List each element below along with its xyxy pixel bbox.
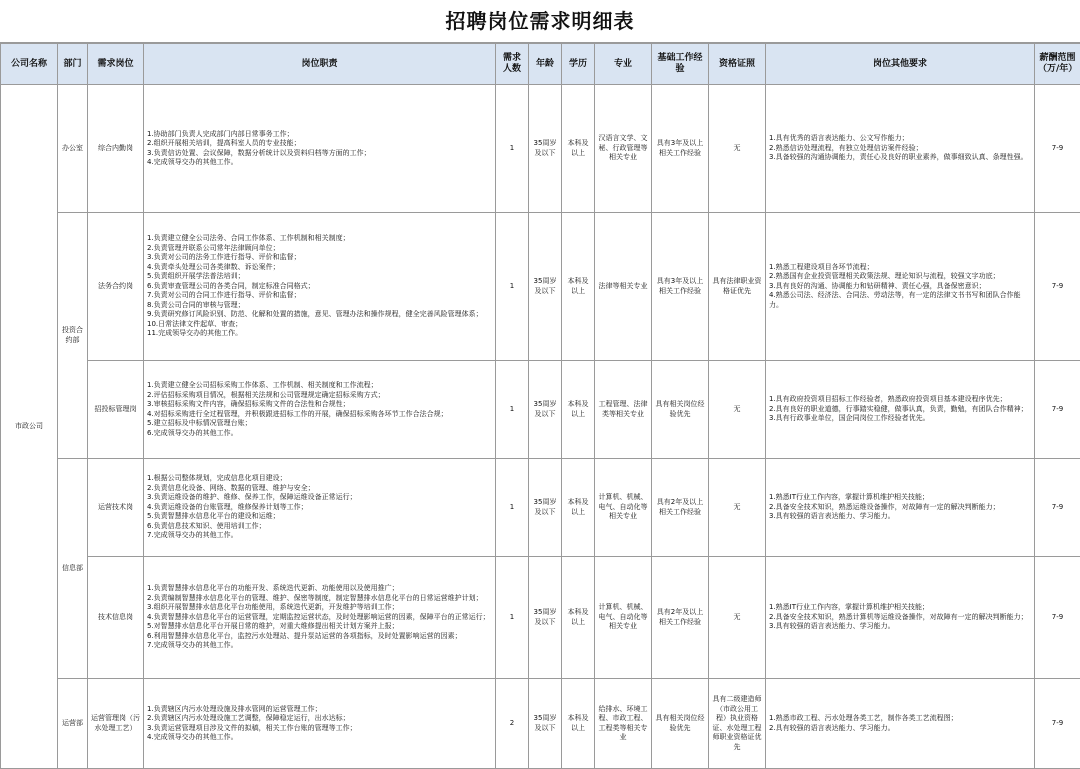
table-row [1,557,1080,679]
exp-cell: 具有相关岗位经验优先 [652,361,709,459]
edu-cell: 本科及以上 [562,679,595,769]
header-dept: 部门 [58,44,88,85]
age-cell: 35周岁及以下 [529,213,562,361]
cert-cell: 无 [709,85,766,213]
dept-cell: 信息部 [58,459,88,679]
salary-cell: 7-9 [1035,213,1080,361]
duties-cell: 1.根据公司整体规划，完成信息化项目建设； 2.负责信息化设备、网络、数据的管理、维护与安全； 3.负责运维设备的维护、维修、保养工作，保障运维设备正常运行； 4.负责运维设备的台账管理，维修保养计划等工作； 5.负责智慧排水信息化平台的建设和运维； 6.负责信息技术知识、使用培训工作； 7.完成领导交办的其他工作。 [144,459,496,557]
count-cell: 2 [496,679,529,769]
count-cell: 1 [496,459,529,557]
age-cell: 35周岁及以下 [529,459,562,557]
header-age: 年龄 [529,44,562,85]
header-count: 需求人数 [496,44,529,85]
salary-cell: 7-9 [1035,679,1080,769]
dept-cell: 办公室 [58,85,88,213]
header-edu: 学历 [562,44,595,85]
company-cell: 市政公司 [1,85,58,769]
table-row [1,85,1080,213]
count-cell: 1 [496,85,529,213]
duties-cell: 1.协助部门负责人完成部门内部日常事务工作； 2.组织开展相关培训，提高科室人员的专业技能； 3.负责信访处置、会议保障，数据分析统计以及资料归档等方面的工作； 4.完成领导交办的其他工作。 [144,85,496,213]
header-duties: 岗位职责 [144,44,496,85]
header-cert: 资格证照 [709,44,766,85]
duties-cell: 1.负责辖区内污水处理设施及排水管网的运营管理工作； 2.负责辖区内污水处理设施工艺调整，保障稳定运行，出水达标； 3.负责运营管理项目涉及文件的拟稿，相关工作台账的管理等工作； 4.完成领导交办的其他工作。 [144,679,496,769]
exp-cell: 具有3年及以上相关工作经验 [652,85,709,213]
duties-cell: 1.负责建立健全公司法务、合同工作体系、工作机制和相关制度； 2.负责管理并联系公司常年法律顾问单位； 3.负责对公司的法务工作进行指导、评价和监督； 4.负责牵头处理公司各类律数、诉讼案件； 5.负责组织开展学法普法培训； 6.负责审查管理公司的各类合同，制定标准合同格式； 7.负责对公司的合同工作进行指导、评价和监督； 8.负责公司合同的审核与管理； 9.负责研究修订风险识别、防范、化解和处置的措施，意见、管理办法和操作规程，健全完善风险管理体系； 10.日常法律文件起草、审查； 11.完成领导交办的其他工作。 [144,213,496,361]
post-cell: 法务合约岗 [88,213,144,361]
edu-cell: 本科及以上 [562,459,595,557]
post-cell: 招投标管理岗 [88,361,144,459]
other-cell: 1.熟悉市政工程、污水处理各类工艺，制作各类工艺流程图； 2.具有较强的语言表达能力、学习能力。 [766,679,1035,769]
table-row [1,679,1080,769]
post-cell: 技术信息岗 [88,557,144,679]
header-other: 岗位其他要求 [766,44,1035,85]
header-major: 专业 [595,44,652,85]
count-cell: 1 [496,557,529,679]
cert-cell: 具有二级建造师（市政公用工程）执业资格证、水处理工程师职业资格证优先 [709,679,766,769]
count-cell: 1 [496,213,529,361]
major-cell: 给排水、环境工程、市政工程、工程类等相关专业 [595,679,652,769]
post-cell: 运营管理岗（污水处理工艺） [88,679,144,769]
edu-cell: 本科及以上 [562,361,595,459]
exp-cell: 具有2年及以上相关工作经验 [652,557,709,679]
salary-cell: 7-9 [1035,361,1080,459]
major-cell: 计算机、机械、电气、自动化等相关专业 [595,557,652,679]
other-cell: 1.具有政府投资项目招标工作经验者，熟悉政府投资项目基本建设程序优先； 2.具有良好的职业道德，行事踏实稳健，做事认真，负责，勤勉，有团队合作精神； 3.具有行政事业单位，国企同岗位工作经验者优先。 [766,361,1035,459]
exp-cell: 具有2年及以上相关工作经验 [652,459,709,557]
cert-cell: 无 [709,459,766,557]
salary-cell: 7-9 [1035,459,1080,557]
dept-cell: 投资合约部 [58,213,88,459]
age-cell: 35周岁及以下 [529,361,562,459]
other-cell: 1.熟悉IT行业工作内容，掌握计算机维护相关技能； 2.具备安全技术知识，熟悉计算机等运维设备操作，对故障有一定的解决判断能力； 3.具有较强的语言表达能力、学习能力。 [766,557,1035,679]
header-salary: 薪酬范围（万/年） [1035,44,1080,85]
other-cell: 1.熟悉工程建设项目各环节流程； 2.熟悉国有企业投资管理相关政策法规、理论知识与流程，较强文字功底； 3.具有良好的沟通、协调能力和钻研精神、责任心强，具备保密意识； 4.熟悉公司法、经济法、合同法、劳动法等，有一定的法律文书书写和团队合作能力。 [766,213,1035,361]
other-cell: 1.熟悉IT行业工作内容，掌握计算机维护相关技能； 2.具备安全技术知识，熟悉运维设备操作，对故障有一定的解决判断能力； 3.具有较强的语言表达能力、学习能力。 [766,459,1035,557]
edu-cell: 本科及以上 [562,213,595,361]
age-cell: 35周岁及以下 [529,679,562,769]
header-post: 需求岗位 [88,44,144,85]
age-cell: 35周岁及以下 [529,85,562,213]
salary-cell: 7-9 [1035,557,1080,679]
table-row [1,361,1080,459]
post-cell: 运营技术岗 [88,459,144,557]
post-cell: 综合内勤岗 [88,85,144,213]
cert-cell: 无 [709,361,766,459]
duties-cell: 1.负责智慧排水信息化平台的功能开发、系统迭代更新、功能使用以及使用推广； 2.负责编制智慧排水信息化平台的管理、维护、保密等制度，制定智慧排水信息化平台的日常运营维护计划； 3.组织开展智慧排水信息化平台功能使用，系统迭代更新，开发维护等培训工作； 4.负责智慧排水信息化平台的运营管理，定期监控运营状态，及时处理影响运营的因素，保障平台的正常运行； 5.对智慧排水信息化平台开展日常的维护，对重大维修提出相关计划方案并上报； 6.利用智慧排水信息化平台，监控污水处理站、提升泵站运营的各项指标，及时处置影响运营的因素； 7.完成领导交办的其他工作。 [144,557,496,679]
other-cell: 1.具有优秀的语言表达能力、公文写作能力； 2.熟悉信访处理流程，有独立处理信访案件经验； 3.具备较强的沟通协调能力，责任心及良好的职业素养，做事细致认真、条理性强。 [766,85,1035,213]
count-cell: 1 [496,361,529,459]
major-cell: 计算机、机械、电气、自动化等相关专业 [595,459,652,557]
header-row [1,44,1080,85]
cert-cell: 具有法律职业资格证优先 [709,213,766,361]
major-cell: 汉语言文学、文秘、行政管理等相关专业 [595,85,652,213]
header-exp: 基础工作经验 [652,44,709,85]
table-row [1,459,1080,557]
major-cell: 工程管理、法律类等相关专业 [595,361,652,459]
age-cell: 35周岁及以下 [529,557,562,679]
cert-cell: 无 [709,557,766,679]
exp-cell: 具有相关岗位经验优先 [652,679,709,769]
exp-cell: 具有3年及以上相关工作经验 [652,213,709,361]
duties-cell: 1.负责建立健全公司招标采购工作体系、工作机制、相关制度和工作流程； 2.评估招标采购项目情况，根据相关法规和公司管理规定确定招标采购方式； 3.审核招标采购文件内容，确保招标采购文件的合法性和合规性； 4.对招标采购进行全过程管理，并积极跟进招标工作的开展，确保招标采购各环节工作合法合规； 5.建立招标及中标情况管理台账； 6.完成领导交办的其他工作。 [144,361,496,459]
edu-cell: 本科及以上 [562,557,595,679]
major-cell: 法律等相关专业 [595,213,652,361]
table-row [1,213,1080,361]
dept-cell: 运营部 [58,679,88,769]
recruitment-table [0,43,1080,769]
salary-cell: 7-9 [1035,85,1080,213]
edu-cell: 本科及以上 [562,85,595,213]
page-title: 招聘岗位需求明细表 [0,0,1080,43]
header-company: 公司名称 [1,44,58,85]
